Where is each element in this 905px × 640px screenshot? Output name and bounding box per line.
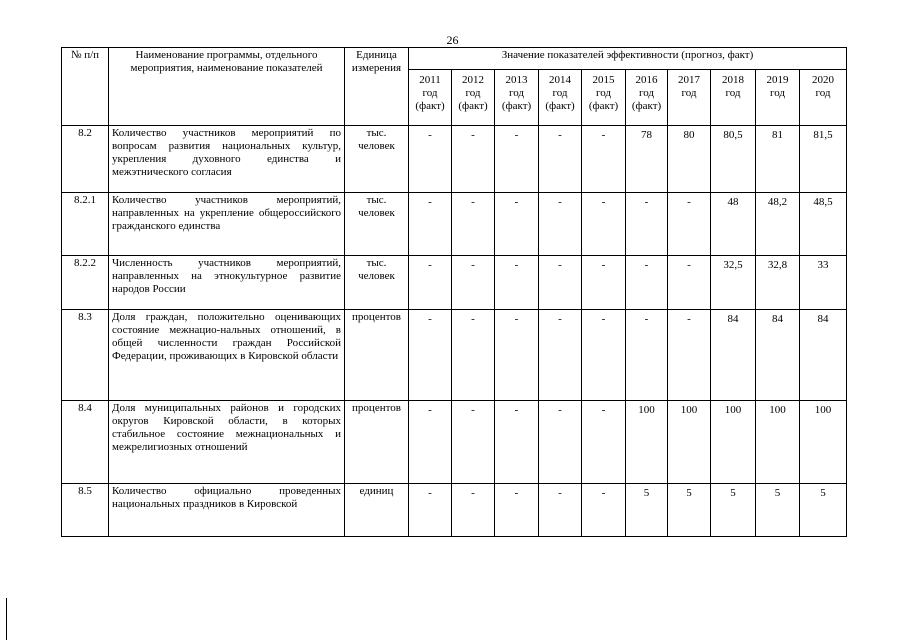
row-value: - xyxy=(539,256,582,310)
row-value: 81,5 xyxy=(800,126,847,193)
year-header xyxy=(582,70,626,126)
row-value: 5 xyxy=(668,484,711,537)
year-header-l2: (факт) xyxy=(631,100,662,112)
row-name: Количество официально проведенных национальных праздников в Кировской xyxy=(109,484,345,537)
year-header xyxy=(495,70,539,126)
year-header-year: 2012 xyxy=(462,74,484,86)
year-header-l1: год xyxy=(465,87,481,99)
year-header-l1: год xyxy=(815,87,831,99)
row-value: 48,5 xyxy=(800,193,847,256)
row-value: 100 xyxy=(668,401,711,484)
year-header xyxy=(711,70,756,126)
row-value: - xyxy=(582,256,626,310)
year-header-year: 2016 xyxy=(635,74,658,86)
row-name: Количество участников мероприятий по вопросам развития национальных культур, укрепления духовного единства и межэтнического согласия xyxy=(109,126,345,193)
row-unit: тыс. человек xyxy=(345,256,409,310)
row-value: - xyxy=(626,193,668,256)
row-number: 8.3 xyxy=(62,310,109,401)
row-unit: процентов xyxy=(345,401,409,484)
row-value: 48,2 xyxy=(756,193,800,256)
row-value: - xyxy=(626,256,668,310)
year-header xyxy=(756,70,800,126)
table-header xyxy=(62,48,847,126)
row-value: - xyxy=(626,310,668,401)
col-header-num: № п/п xyxy=(62,48,109,126)
row-value: - xyxy=(495,193,539,256)
row-value: - xyxy=(409,126,452,193)
row-value: 100 xyxy=(626,401,668,484)
year-header-year: 2017 xyxy=(678,74,700,86)
row-value: 5 xyxy=(626,484,668,537)
row-value: 32,5 xyxy=(711,256,756,310)
row-value: 5 xyxy=(800,484,847,537)
year-header xyxy=(452,70,495,126)
row-value: - xyxy=(582,126,626,193)
row-value: 5 xyxy=(711,484,756,537)
year-header-l1: год xyxy=(769,87,786,99)
year-header-year: 2013 xyxy=(505,74,528,86)
row-value: 80 xyxy=(668,126,711,193)
year-header-l1: год xyxy=(422,87,438,99)
year-header xyxy=(409,70,452,126)
row-value: - xyxy=(582,484,626,537)
row-value: 5 xyxy=(756,484,800,537)
row-value: - xyxy=(409,401,452,484)
row-number: 8.2.2 xyxy=(62,256,109,310)
row-value: 80,5 xyxy=(711,126,756,193)
row-name: Доля граждан, положительно оценивающих состояние межнацио-нальных отношений, в общей численности граждан Российской Федерации, проживающих в Кировской области xyxy=(109,310,345,401)
row-value: - xyxy=(495,126,539,193)
row-value: - xyxy=(539,126,582,193)
row-number: 8.2 xyxy=(62,126,109,193)
row-value: - xyxy=(582,310,626,401)
row-value: 33 xyxy=(800,256,847,310)
row-value: 48 xyxy=(711,193,756,256)
row-value: 32,8 xyxy=(756,256,800,310)
row-value: 84 xyxy=(800,310,847,401)
row-value: - xyxy=(582,401,626,484)
row-value: - xyxy=(582,193,626,256)
year-header xyxy=(668,70,711,126)
row-value: - xyxy=(495,401,539,484)
year-header-year: 2018 xyxy=(722,74,744,86)
row-number: 8.4 xyxy=(62,401,109,484)
row-unit: тыс. человек xyxy=(345,126,409,193)
row-value: - xyxy=(452,126,495,193)
row-unit: тыс. человек xyxy=(345,193,409,256)
col-header-values: Значение показателей эффективности (прогноз, факт) xyxy=(409,48,847,70)
year-header-l2: (факт) xyxy=(501,100,532,112)
year-header-year: 2015 xyxy=(592,74,615,86)
row-number: 8.2.1 xyxy=(62,193,109,256)
year-header-l1: год xyxy=(552,87,568,99)
row-value: - xyxy=(539,310,582,401)
row-value: - xyxy=(409,256,452,310)
row-name: Доля муниципальных районов и городских округов Кировской области, в которых стабильное состояние межнациональных и межрелигиозных отношений xyxy=(109,401,345,484)
row-value: - xyxy=(452,310,495,401)
row-value: - xyxy=(409,484,452,537)
year-header xyxy=(800,70,847,126)
row-unit: единиц xyxy=(345,484,409,537)
row-value: - xyxy=(452,256,495,310)
table-row xyxy=(62,256,847,310)
row-value: 100 xyxy=(711,401,756,484)
row-value: - xyxy=(409,310,452,401)
table-body xyxy=(62,126,847,537)
row-value: - xyxy=(495,310,539,401)
row-value: - xyxy=(668,193,711,256)
year-header-l1: год xyxy=(638,87,655,99)
col-header-unit: Единица измерения xyxy=(345,48,409,126)
row-value: - xyxy=(495,256,539,310)
table-row xyxy=(62,193,847,256)
row-value: - xyxy=(409,193,452,256)
row-name: Численность участников мероприятий, направленных на этнокультурное развитие народов России xyxy=(109,256,345,310)
row-value: - xyxy=(452,401,495,484)
year-header-l1: год xyxy=(681,87,697,99)
table-row xyxy=(62,484,847,537)
row-value: - xyxy=(539,484,582,537)
year-header-l1: год xyxy=(508,87,525,99)
row-value: - xyxy=(539,401,582,484)
scan-margin-line xyxy=(6,598,7,640)
year-header-l1: год xyxy=(725,87,741,99)
row-value: - xyxy=(495,484,539,537)
row-unit: процентов xyxy=(345,310,409,401)
row-value: 78 xyxy=(626,126,668,193)
year-header-l2: (факт) xyxy=(588,100,619,112)
table-row xyxy=(62,126,847,193)
row-value: - xyxy=(539,193,582,256)
row-value: - xyxy=(668,256,711,310)
row-value: - xyxy=(452,484,495,537)
row-value: 84 xyxy=(711,310,756,401)
year-header xyxy=(626,70,668,126)
year-header-l2: (факт) xyxy=(545,100,575,112)
year-header-year: 2019 xyxy=(766,74,789,86)
year-header-l2: (факт) xyxy=(458,100,488,112)
row-value: 100 xyxy=(800,401,847,484)
page-number: 26 xyxy=(446,33,459,47)
indicators-table xyxy=(61,47,847,537)
row-value: 84 xyxy=(756,310,800,401)
row-value: - xyxy=(668,310,711,401)
year-header-year: 2014 xyxy=(549,74,571,86)
year-header xyxy=(539,70,582,126)
table-row xyxy=(62,401,847,484)
table-row xyxy=(62,310,847,401)
year-header-l2: (факт) xyxy=(415,100,445,112)
year-header-year: 2011 xyxy=(419,74,441,86)
row-number: 8.5 xyxy=(62,484,109,537)
row-name: Количество участников мероприятий, направленных на укрепление общероссийского гражданского единства xyxy=(109,193,345,256)
row-value: - xyxy=(452,193,495,256)
year-header-l1: год xyxy=(595,87,612,99)
row-value: 100 xyxy=(756,401,800,484)
year-header-year: 2020 xyxy=(812,74,834,86)
row-value: 81 xyxy=(756,126,800,193)
col-header-name: Наименование программы, отдельного мероприятия, наименование показателей xyxy=(109,48,345,126)
